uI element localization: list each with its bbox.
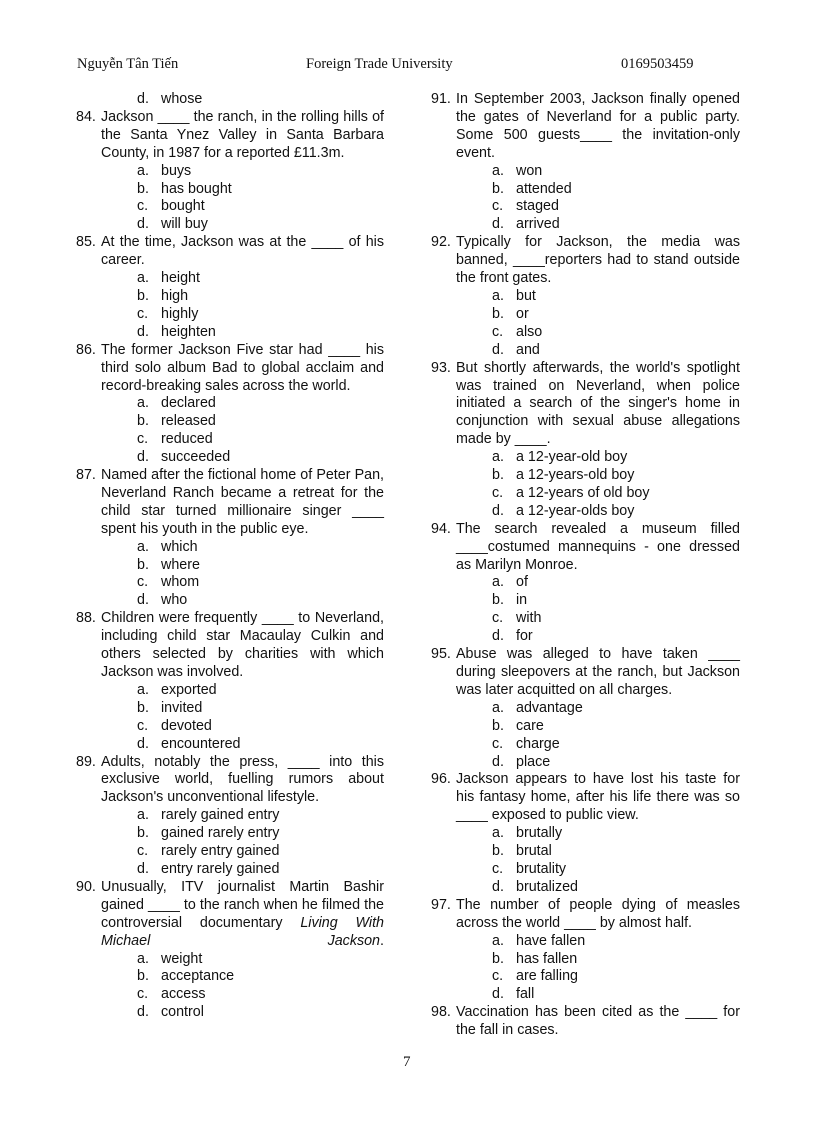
answer-option bbox=[492, 879, 740, 897]
answer-option bbox=[492, 843, 740, 861]
option-text: acceptance bbox=[161, 968, 235, 985]
option-text: released bbox=[161, 413, 216, 430]
option-letter: d. bbox=[137, 1004, 149, 1021]
continued-option bbox=[137, 91, 384, 109]
answer-option bbox=[137, 736, 384, 754]
answer-option bbox=[492, 610, 740, 628]
option-text: staged bbox=[516, 198, 559, 215]
option-letter: a. bbox=[492, 162, 504, 179]
question-number: 89. bbox=[76, 753, 96, 770]
question-text bbox=[456, 521, 740, 575]
answer-option bbox=[492, 825, 740, 843]
question-number: 94. bbox=[431, 520, 451, 537]
option-text: bought bbox=[161, 198, 205, 215]
answer-option bbox=[492, 628, 740, 646]
option-letter: c. bbox=[492, 610, 504, 627]
option-text: in bbox=[516, 592, 528, 609]
answer-option bbox=[492, 288, 740, 306]
question-text bbox=[456, 897, 740, 933]
option-text: brutally bbox=[516, 825, 563, 842]
option-text: buys bbox=[161, 162, 192, 179]
option-text: whose bbox=[161, 91, 203, 107]
option-letter: a. bbox=[137, 395, 149, 412]
question-text bbox=[101, 467, 384, 539]
option-letter: a. bbox=[137, 270, 149, 287]
answer-option bbox=[137, 216, 384, 234]
option-letter: c. bbox=[492, 198, 504, 215]
answer-option bbox=[137, 288, 384, 306]
answer-option bbox=[492, 198, 740, 216]
option-letter: a. bbox=[492, 287, 504, 304]
option-letter: b. bbox=[137, 699, 149, 716]
option-text: declared bbox=[161, 395, 216, 412]
option-letter: b. bbox=[137, 287, 149, 304]
option-text: will buy bbox=[161, 216, 208, 233]
option-text: attended bbox=[516, 180, 572, 197]
answer-option bbox=[492, 592, 740, 610]
option-text: with bbox=[516, 610, 542, 627]
question bbox=[76, 610, 384, 682]
answer-option bbox=[492, 754, 740, 772]
answer-option bbox=[137, 557, 384, 575]
answer-option bbox=[492, 342, 740, 360]
option-text: won bbox=[516, 162, 543, 179]
option-letter: d. bbox=[137, 592, 149, 609]
answer-option bbox=[137, 181, 384, 199]
option-letter: c. bbox=[137, 305, 149, 322]
option-letter: b. bbox=[137, 556, 149, 573]
question-number: 90. bbox=[76, 878, 96, 895]
option-letter: d. bbox=[137, 91, 149, 107]
answer-option bbox=[492, 718, 740, 736]
option-letter: b. bbox=[492, 305, 504, 322]
option-text: charge bbox=[516, 735, 560, 752]
option-text: encountered bbox=[161, 735, 241, 752]
answer-option bbox=[492, 485, 740, 503]
question-number: 85. bbox=[76, 234, 96, 251]
answer-option bbox=[137, 574, 384, 592]
option-text: invited bbox=[161, 699, 203, 716]
option-letter: c. bbox=[137, 717, 149, 734]
question bbox=[76, 754, 384, 808]
option-letter: c. bbox=[492, 323, 504, 340]
question bbox=[431, 897, 740, 933]
answer-option bbox=[492, 181, 740, 199]
option-letter: c. bbox=[137, 986, 149, 1003]
option-letter: d. bbox=[492, 878, 504, 895]
answer-option bbox=[137, 682, 384, 700]
option-letter: d. bbox=[137, 860, 149, 877]
option-text: rarely entry gained bbox=[161, 843, 280, 860]
option-letter: a. bbox=[137, 950, 149, 967]
answer-option bbox=[492, 700, 740, 718]
option-letter: a. bbox=[492, 449, 504, 466]
question bbox=[431, 234, 740, 288]
question-number: 92. bbox=[431, 234, 451, 251]
option-letter: d. bbox=[492, 753, 504, 770]
answer-option bbox=[137, 449, 384, 467]
answer-option bbox=[137, 539, 384, 557]
option-text: arrived bbox=[516, 216, 560, 233]
answer-option bbox=[492, 216, 740, 234]
option-text: has bought bbox=[161, 180, 232, 197]
question-stem: The number of people dying of measles across the world ____ by almost half. bbox=[456, 896, 740, 931]
question-stem: Vaccination has been cited as the ____ for the fall in cases. bbox=[456, 1004, 740, 1039]
option-text: brutal bbox=[516, 843, 552, 860]
question bbox=[431, 771, 740, 825]
option-text: has fallen bbox=[516, 950, 578, 967]
question bbox=[431, 521, 740, 575]
option-text: reduced bbox=[161, 431, 213, 448]
option-letter: b. bbox=[492, 717, 504, 734]
answer-option bbox=[492, 163, 740, 181]
option-letter: c. bbox=[492, 484, 504, 501]
option-letter: b. bbox=[137, 180, 149, 197]
option-text: but bbox=[516, 287, 536, 304]
answer-option bbox=[137, 592, 384, 610]
answer-option bbox=[137, 413, 384, 431]
option-text: place bbox=[516, 753, 551, 770]
option-letter: c. bbox=[137, 198, 149, 215]
option-text: a 12-years-old boy bbox=[516, 467, 635, 484]
option-text: where bbox=[161, 556, 200, 573]
question-stem: At the time, Jackson was at the ____ of his career. bbox=[101, 234, 384, 269]
option-text: weight bbox=[161, 950, 203, 967]
question-stem: Jackson appears to have lost his taste for his fantasy home, after his life there was so ____ exposed to public view. bbox=[456, 771, 740, 824]
page-number: 7 bbox=[403, 1054, 411, 1070]
question bbox=[431, 360, 740, 450]
header-institution: Foreign Trade University bbox=[306, 56, 453, 72]
answer-option bbox=[137, 163, 384, 181]
option-text: heighten bbox=[161, 323, 216, 340]
question-stem: Unusually, ITV journalist Martin Bashir gained ____ to the ranch when he filmed the controversial documentary bbox=[101, 878, 384, 931]
option-text: or bbox=[516, 305, 529, 322]
question-number: 86. bbox=[76, 341, 96, 358]
option-letter: c. bbox=[137, 843, 149, 860]
question-number: 97. bbox=[431, 896, 451, 913]
question-text bbox=[101, 109, 384, 163]
question-text bbox=[101, 342, 384, 396]
option-letter: d. bbox=[137, 449, 149, 466]
question-text bbox=[101, 234, 384, 270]
option-text: highly bbox=[161, 305, 199, 322]
option-text: height bbox=[161, 270, 200, 287]
answer-option bbox=[137, 700, 384, 718]
option-letter: b. bbox=[492, 843, 504, 860]
option-text: fall bbox=[516, 986, 535, 1003]
answer-option bbox=[492, 503, 740, 521]
option-letter: b. bbox=[137, 825, 149, 842]
option-letter: a. bbox=[492, 825, 504, 842]
question-text bbox=[101, 879, 384, 951]
question-number: 91. bbox=[431, 91, 451, 107]
answer-option bbox=[137, 718, 384, 736]
option-letter: c. bbox=[137, 431, 149, 448]
option-text: which bbox=[161, 538, 198, 555]
option-text: brutalized bbox=[516, 878, 578, 895]
option-letter: a. bbox=[137, 681, 149, 698]
option-letter: d. bbox=[137, 216, 149, 233]
question-stem: Typically for Jackson, the media was banned, ____reporters had to stand outside the front gates. bbox=[456, 234, 740, 287]
answer-option bbox=[137, 825, 384, 843]
question-stem: Children were frequently ____ to Neverland, including child star Macaulay Culkin and others selected by charities with which Jackson was involved. bbox=[101, 610, 384, 680]
question-stem: But shortly afterwards, the world's spotlight was trained on Neverland, when police initiated a search of the singer's home in conjunction with sexual abuse allegations made by ____. bbox=[456, 359, 740, 448]
answer-option bbox=[137, 968, 384, 986]
option-letter: a. bbox=[492, 932, 504, 949]
question bbox=[76, 467, 384, 539]
question bbox=[431, 91, 740, 163]
option-letter: d. bbox=[492, 628, 504, 645]
answer-option bbox=[492, 467, 740, 485]
question bbox=[76, 109, 384, 163]
question-stem: The former Jackson Five star had ____ his third solo album Bad to global acclaim and record-breaking sales across the world. bbox=[101, 341, 384, 394]
option-text: for bbox=[516, 628, 533, 645]
option-letter: d. bbox=[492, 341, 504, 358]
question-text bbox=[456, 771, 740, 825]
option-text: rarely gained entry bbox=[161, 807, 280, 824]
answer-option bbox=[492, 951, 740, 969]
answer-option bbox=[137, 951, 384, 969]
answer-option bbox=[492, 861, 740, 879]
question-text bbox=[101, 754, 384, 808]
option-text: devoted bbox=[161, 717, 212, 734]
question-stem: In September 2003, Jackson finally opened the gates of Neverland for a public party. Some 500 guests____ the invitation-only event. bbox=[456, 91, 740, 161]
question-text bbox=[456, 1004, 740, 1040]
answer-option bbox=[137, 1004, 384, 1022]
question-tail: . bbox=[380, 932, 384, 949]
option-text: brutality bbox=[516, 860, 567, 877]
question-stem: Abuse was alleged to have taken ____ during sleepovers at the ranch, but Jackson was later acquitted on all charges. bbox=[456, 646, 740, 698]
option-letter: c. bbox=[492, 735, 504, 752]
answer-option bbox=[492, 933, 740, 951]
option-text: who bbox=[161, 592, 188, 609]
option-letter: c. bbox=[137, 574, 149, 591]
question-number: 84. bbox=[76, 108, 96, 125]
answer-option bbox=[137, 324, 384, 342]
answer-option bbox=[137, 306, 384, 324]
answer-option bbox=[137, 431, 384, 449]
question bbox=[431, 1004, 740, 1040]
option-text: exported bbox=[161, 681, 217, 698]
option-letter: d. bbox=[492, 986, 504, 1003]
option-letter: b. bbox=[492, 180, 504, 197]
question-number: 93. bbox=[431, 359, 451, 376]
answer-option bbox=[492, 968, 740, 986]
question-number: 95. bbox=[431, 646, 451, 663]
option-text: control bbox=[161, 1004, 204, 1021]
question bbox=[431, 646, 740, 700]
question-text bbox=[456, 646, 740, 700]
option-letter: d. bbox=[492, 502, 504, 519]
question-number: 88. bbox=[76, 610, 96, 627]
option-letter: b. bbox=[492, 467, 504, 484]
option-text: of bbox=[516, 574, 528, 591]
answer-option bbox=[137, 198, 384, 216]
option-text: are falling bbox=[516, 968, 578, 985]
answer-option bbox=[137, 270, 384, 288]
answer-option bbox=[492, 449, 740, 467]
option-text: advantage bbox=[516, 699, 583, 716]
option-letter: b. bbox=[492, 950, 504, 967]
option-text: high bbox=[161, 287, 189, 304]
answer-option bbox=[137, 861, 384, 879]
question-number: 87. bbox=[76, 467, 96, 484]
answer-option bbox=[492, 986, 740, 1004]
option-letter: b. bbox=[137, 968, 149, 985]
answer-option bbox=[137, 986, 384, 1004]
option-text: a 12-year-olds boy bbox=[516, 502, 635, 519]
option-text: whom bbox=[161, 574, 200, 591]
option-letter: b. bbox=[492, 592, 504, 609]
option-text: also bbox=[516, 323, 543, 340]
option-letter: a. bbox=[492, 574, 504, 591]
answer-option bbox=[137, 807, 384, 825]
question-text bbox=[456, 91, 740, 163]
option-letter: a. bbox=[137, 538, 149, 555]
option-letter: d. bbox=[137, 735, 149, 752]
answer-option bbox=[137, 395, 384, 413]
option-text: access bbox=[161, 986, 206, 1003]
question bbox=[76, 342, 384, 396]
option-letter: c. bbox=[492, 860, 504, 877]
answer-option bbox=[492, 306, 740, 324]
question-stem: The search revealed a museum filled ____costumed mannequins - one dressed as Marilyn Monroe. bbox=[456, 520, 740, 573]
option-text: succeeded bbox=[161, 449, 231, 466]
option-text: entry rarely gained bbox=[161, 860, 280, 877]
answer-option bbox=[137, 843, 384, 861]
question bbox=[76, 234, 384, 270]
option-letter: d. bbox=[492, 216, 504, 233]
answer-option bbox=[492, 324, 740, 342]
question-stem: Adults, notably the press, ____ into this exclusive world, fuelling rumors about Jackson's unconventional lifestyle. bbox=[101, 753, 384, 806]
option-letter: b. bbox=[137, 413, 149, 430]
question-number: 96. bbox=[431, 771, 451, 788]
question-text bbox=[456, 360, 740, 450]
option-letter: a. bbox=[492, 699, 504, 716]
option-text: care bbox=[516, 717, 544, 734]
option-text: and bbox=[516, 341, 540, 358]
header-phone: 0169503459 bbox=[621, 56, 694, 72]
question-text bbox=[101, 610, 384, 682]
option-letter: d. bbox=[137, 323, 149, 340]
answer-option bbox=[492, 736, 740, 754]
option-text: a 12-year-old boy bbox=[516, 449, 628, 466]
question-stem: Jackson ____ the ranch, in the rolling hills of the Santa Ynez Valley in Santa Barbara County, in 1987 for a reported £11.3m. bbox=[101, 108, 384, 161]
documentary-title: Living With Michael Jackson bbox=[101, 914, 385, 949]
option-letter: c. bbox=[492, 968, 504, 985]
question-text bbox=[456, 234, 740, 288]
question bbox=[76, 879, 384, 951]
option-letter: a. bbox=[137, 807, 149, 824]
option-letter: a. bbox=[137, 162, 149, 179]
left-column bbox=[76, 91, 384, 1022]
right-column bbox=[431, 91, 740, 1040]
option-text: have fallen bbox=[516, 932, 586, 949]
header-author: Nguyễn Tân Tiến bbox=[77, 56, 179, 72]
option-text: a 12-years of old boy bbox=[516, 484, 650, 501]
question-stem: Named after the fictional home of Peter Pan, Neverland Ranch became a retreat for the child star turned millionaire singer ____ spent his youth in the public eye. bbox=[101, 467, 384, 537]
option-text: gained rarely entry bbox=[161, 825, 280, 842]
question-number: 98. bbox=[431, 1004, 451, 1021]
answer-option bbox=[492, 574, 740, 592]
